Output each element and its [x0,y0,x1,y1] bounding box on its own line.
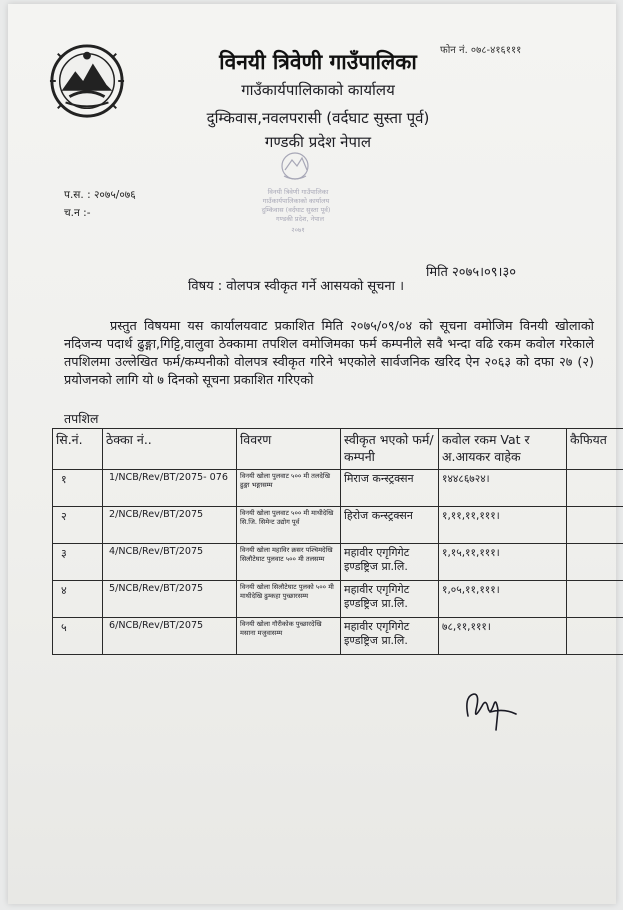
cell-description: विनयी खोला सिलौटेघाट पुलको ५०० मी माथीदेखि ढुम्कहा पुच्छारसम्म [237,581,341,618]
cell-sn: ३ [53,544,103,581]
header-description: विवरण [237,429,341,470]
stamp-line-1: विनयी त्रिवेणी गाउँपालिका [267,188,329,196]
cell-amount: १४४८६७२४। [439,470,567,507]
stamp-line-3: दुम्किवास (वर्दघाट सुस्ता पूर्व) [261,206,331,214]
cell-sn: ४ [53,581,103,618]
municipality-name: विनयी त्रिवेणी गाउँपालिका [219,50,417,74]
table-row [53,618,623,655]
cell-firm: महावीर एगृगिगेट इण्डष्ट्रिज प्रा.लि. [341,544,439,581]
cell-sn: १ [53,470,103,507]
header-contract-no: ठेक्का नं.. [103,429,237,470]
header-amount: कवोल रकम Vat र अ.आयकर वाहेक [439,429,567,470]
cell-remarks [567,544,623,581]
dispatch-number: च.न :- [64,207,91,219]
cell-amount: १,१५,११,१११। [439,544,567,581]
table-header-row [53,429,623,470]
cell-remarks [567,618,623,655]
cell-description: विनयी खोला गौरीकोक पुच्छारदेखि मसाना मजुवासम्म [237,618,341,655]
notice-subject: विषय : वोलपत्र स्वीकृत गर्ने आसयको सूचना । [188,279,405,294]
cell-remarks [567,507,623,544]
cell-sn: ५ [53,618,103,655]
cell-firm: महावीर एगृगिगेट इण्डष्ट्रिज प्रा.लि. [341,581,439,618]
cell-remarks [567,581,623,618]
cell-contract-no: 6/NCB/Rev/BT/2075 [103,618,237,655]
document-page [8,4,616,904]
header-firm: स्वीकृत भएको फर्म/कम्पनी [341,429,439,470]
cell-description: विनयी खोला महाविर क्रसर पश्चिमदेखि सिलौटेघाट पुलवाट ५०० मी तलसम्म [237,544,341,581]
office-name: गाउँकार्यपालिकाको कार्यालय [241,81,395,99]
notice-date: मिति २०७५।०९।३० [426,265,516,280]
stamp-line-4: गण्डकी प्रदेश, नेपाल [275,215,325,223]
table-row [53,470,623,507]
cell-contract-no: 1/NCB/Rev/BT/2075- 076 [103,470,237,507]
cell-contract-no: 2/NCB/Rev/BT/2075 [103,507,237,544]
signature [460,686,520,734]
cell-remarks [567,470,623,507]
cell-firm: महावीर एगृगिगेट इण्डष्ट्रिज प्रा.लि. [341,618,439,655]
office-stamp [240,144,350,244]
cell-sn: २ [53,507,103,544]
cell-contract-no: 4/NCB/Rev/BT/2075 [103,544,237,581]
table-row [53,544,623,581]
cell-amount: १,०५,११,१११। [439,581,567,618]
notice-body: प्रस्तुत विषयमा यस कार्यालयवाट प्रकाशित मिति २०७५/०९/०४ को सूचना वमोजिम विनयी खोलाको नदिजन्य पदार्थ ढुङ्गा,गिट्टि,वालुवा ठेक्कामा तपशिल वमोजिमका फर्म कम्पनीले सवै भन्दा वढि रकम कवोल गरेकाले तपशिलमा उल्लेखित फर्म/कम्पनीको वोलपत्र स्वीकृत गरिने भएकोले सार्वजनिक खरिद ऐन २०६३ को दफा २७ (२) प्रयोजनको लागि यो ७ दिनको सूचना प्रकाशित गरिएको [64,319,594,388]
cell-description: विनयी खोला पुलवाट ५०० मी माथीदेखि सि.जि. सिमेन्ट उद्योग पूर्व [237,507,341,544]
cell-amount: १,११,११,१११। [439,507,567,544]
phone-number: फोन नं. ०७८-४१६१११ [440,45,522,56]
cell-amount: ७८,११,१११। [439,618,567,655]
header-sn: सि.नं. [53,429,103,470]
province-name: गण्डकी प्रदेश नेपाल [264,133,372,151]
table-row [53,507,623,544]
letter-number: प.स. : २०७५/०७६ [64,189,136,201]
stamp-line-2: गाउँकार्यपालिकाको कार्यालय [262,197,330,205]
stamp-line-5: २०७१ [291,226,305,234]
tender-table [52,428,623,655]
office-address: दुम्किवास,नवलपरासी (वर्दघाट सुस्ता पूर्व) [206,109,430,127]
details-label: तपशिल [64,411,99,426]
header-remarks: कैफियत [567,429,623,470]
cell-firm: हिरोज कन्स्ट्रक्सन [341,507,439,544]
cell-contract-no: 5/NCB/Rev/BT/2075 [103,581,237,618]
table-row [53,581,623,618]
cell-description: विनयी खोला पुलवाट ५०० मी तलदेखि ढुङ्गा भङ्गासम्म [237,470,341,507]
municipality-emblem-icon [48,42,126,120]
cell-firm: मिराज कन्स्ट्रक्सन [341,470,439,507]
